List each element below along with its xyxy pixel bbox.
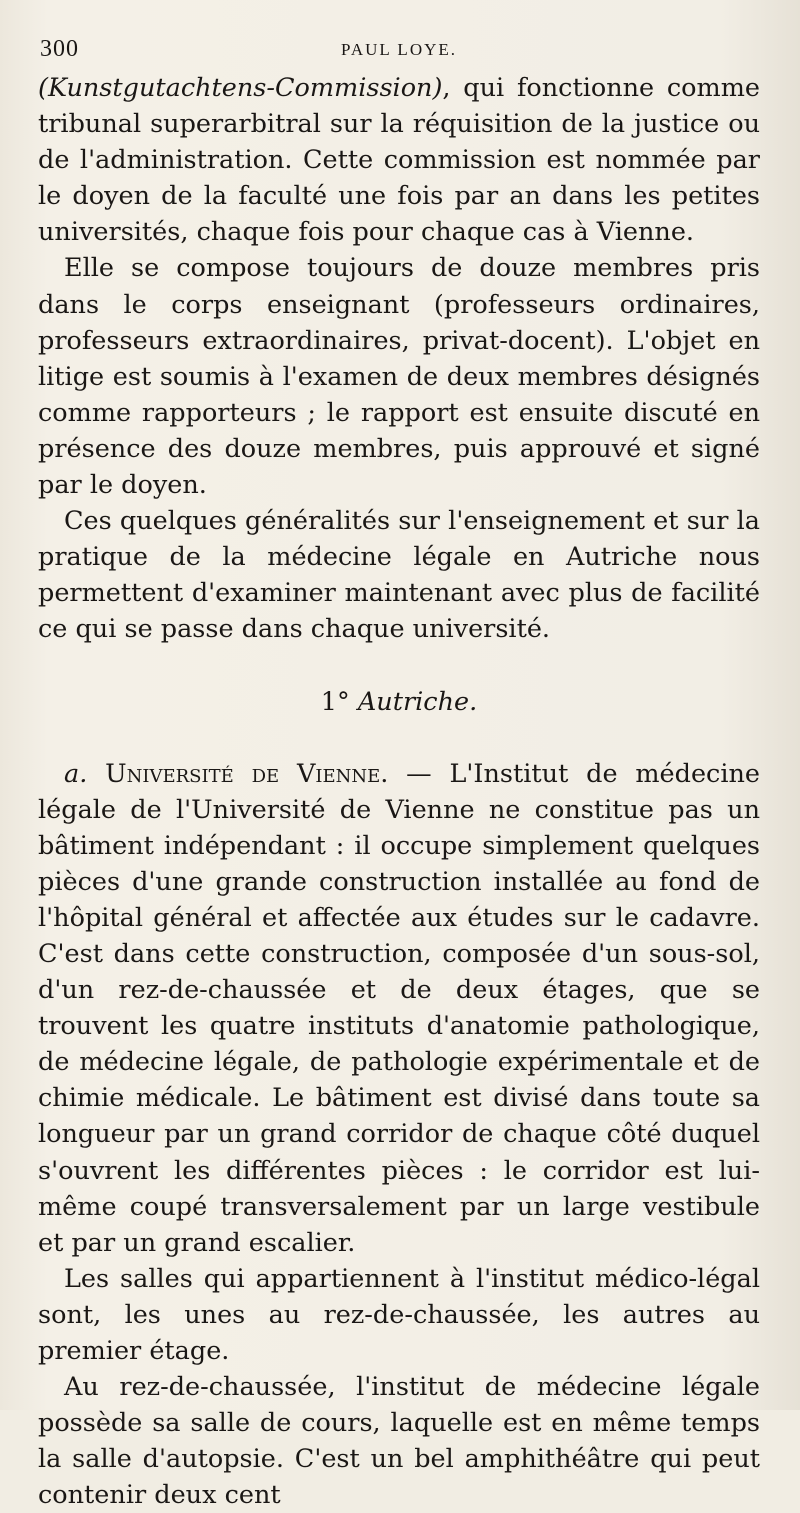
body-text <box>38 70 760 1513</box>
section-number: 1° <box>320 686 350 717</box>
subsection-letter: a. <box>64 758 88 789</box>
running-head: PAUL LOYE. <box>340 40 458 59</box>
paragraph-3: Ces quelques généralités sur l'enseignement et sur la pratique de la médecine légale en Autriche nous permettent d'examiner maintenant avec plus de facilité ce qui se passe dans chaque université. <box>38 506 760 645</box>
section-title: Autriche. <box>357 686 478 717</box>
paragraph-1-text: , qui fonctionne comme tribunal superarbitral sur la réquisition de la justice ou de l'administration. Cette commission est nommée par le doyen de la faculté une fois par an dans les petites universités, chaque fois pour chaque cas à Vienne. <box>38 73 760 248</box>
paragraph-1-italic-lead: (Kunstgutachtens-Commission) <box>38 73 443 103</box>
paragraph-1 <box>38 70 760 250</box>
page-number: 300 <box>40 36 79 62</box>
paragraph-4 <box>38 756 760 1261</box>
paragraph-2: Elle se compose toujours de douze membres pris dans le corps enseignant (professeurs ordinaires, professeurs extraordinaires, privat-docent). L'objet en litige est soumis à l'examen de deux membres désignés comme rapporteurs ; le rapport est ensuite discuté en présence des douze membres, puis approuvé et signé par le doyen. <box>38 253 760 501</box>
section-heading <box>38 684 760 720</box>
subsection-title: Université de Vienne. <box>105 758 389 789</box>
subsection-text: — L'Institut de médecine légale de l'Université de Vienne ne constitue pas un bâtiment indépendant : il occupe simplement quelques pièces d'une grande construction installée au fond de l'hôpital général et affectée aux études sur le cadavre. C'est dans cette construction, composée d'un sous-sol, d'un rez-de-chaussée et de deux étages, que se trouvent les quatre instituts d'anatomie pathologique, de médecine légale, de pathologie expérimentale et de chimie médicale. Le bâtiment est divisé dans toute sa longueur par un grand corridor de chaque côté duquel s'ouvrent les différentes pièces : le corridor est lui-même coupé transversalement par un large vestibule et par un grand escalier. <box>38 758 760 1258</box>
paragraph-6: Au rez-de-chaussée, l'institut de médecine légale possède sa salle de cours, laquelle est en même temps la salle d'autopsie. C'est un bel amphithéâtre qui peut contenir deux cent <box>38 1372 760 1511</box>
paragraph-5: Les salles qui appartiennent à l'institut médico-légal sont, les unes au rez-de-chaussée, les autres au premier étage. <box>38 1263 760 1366</box>
page-header <box>38 30 760 70</box>
